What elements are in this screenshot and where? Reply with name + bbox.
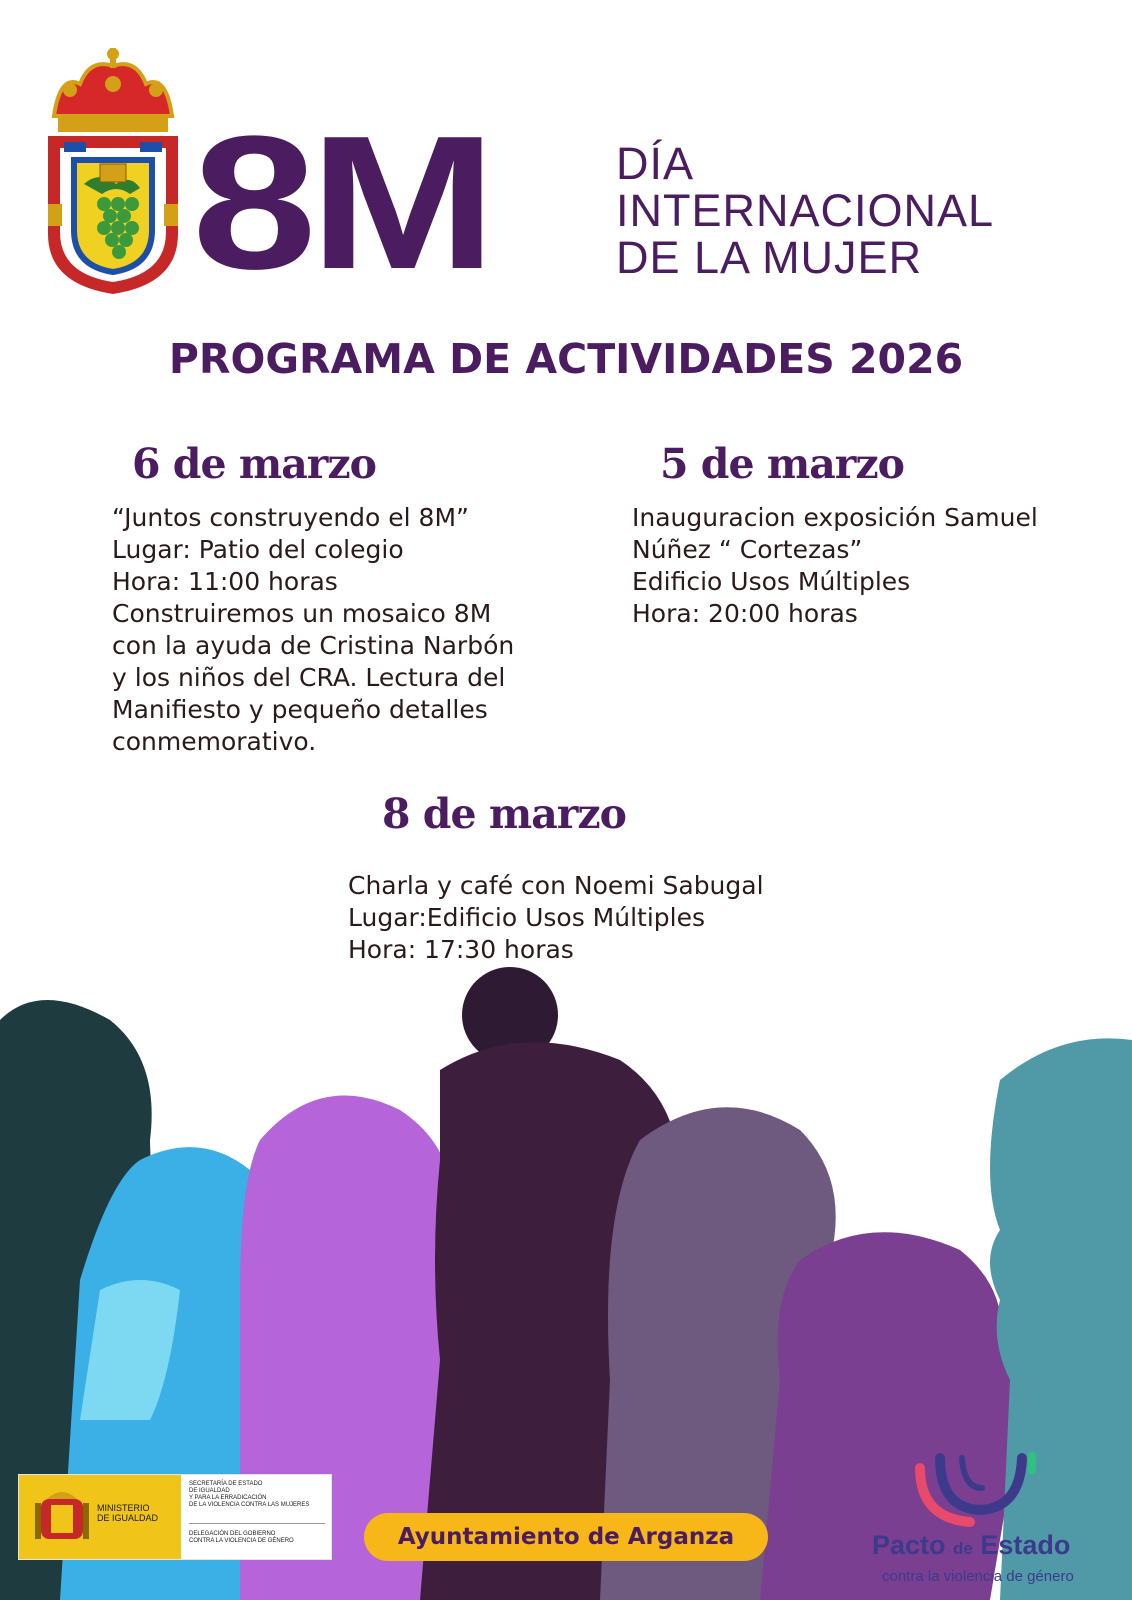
- ministry-secretariat-text: SECRETARÍA DE ESTADO DE IGUALDAD Y PARA LA ERRADICACIÓN DE LA VIOLENCIA CONTRA LAS MUJERES: [189, 1481, 310, 1508]
- ministry-divider: [189, 1523, 325, 1524]
- event-date-6-marzo: 6 de marzo: [132, 440, 377, 488]
- event-date-5-marzo: 5 de marzo: [660, 440, 905, 488]
- pacto-title-word-1: Pacto: [872, 1530, 954, 1560]
- event-description-5-marzo: Inauguracion exposición Samuel Núñez “ Cortezas” Edificio Usos Múltiples Hora: 20:00 horas: [632, 503, 1038, 628]
- event-description-8-marzo: Charla y café con Noemi Sabugal Lugar:Edificio Usos Múltiples Hora: 17:30 horas: [348, 871, 764, 964]
- pacto-de-estado-emblem-icon: [910, 1448, 1050, 1528]
- pacto-de-estado-subtitle: contra la violencia de género: [882, 1568, 1074, 1585]
- day-title-line-3: DE LA MUJER: [616, 232, 923, 283]
- day-title-line-1: DÍA: [616, 138, 695, 189]
- pacto-de-estado-title: [872, 1530, 1070, 1561]
- day-title: [616, 140, 994, 281]
- event-description-6-marzo: “Juntos construyendo el 8M” Lugar: Patio del colegio Hora: 11:00 horas Construiremos un mosaico 8M con la ayuda de Cristina Narbón y los niños del CRA. Lectura del Manifiesto y pequeño detalles conmemorativo.: [112, 503, 515, 756]
- day-title-line-2: INTERNACIONAL: [616, 185, 995, 236]
- event-date-8-marzo: 8 de marzo: [382, 790, 627, 838]
- ministry-of-equality-logo: [18, 1474, 332, 1560]
- spain-coat-of-arms-icon: [33, 1485, 91, 1549]
- pacto-title-word-3: Estado: [972, 1530, 1071, 1560]
- ayuntamiento-badge: Ayuntamiento de Arganza: [364, 1513, 768, 1561]
- ministry-logo-panel: [19, 1475, 181, 1559]
- program-title: PROGRAMA DE ACTIVIDADES 2026: [168, 335, 964, 383]
- ministry-delegation-text: DELEGACIÓN DEL GOBIERNO CONTRA LA VIOLENCIA DE GÉNERO: [189, 1531, 294, 1544]
- coat-of-arms-logo: [40, 44, 186, 296]
- pacto-title-word-2: de: [953, 1539, 973, 1558]
- ministry-name: MINISTERIO DE IGUALDAD: [97, 1503, 159, 1523]
- 8m-title: 8M: [192, 97, 490, 309]
